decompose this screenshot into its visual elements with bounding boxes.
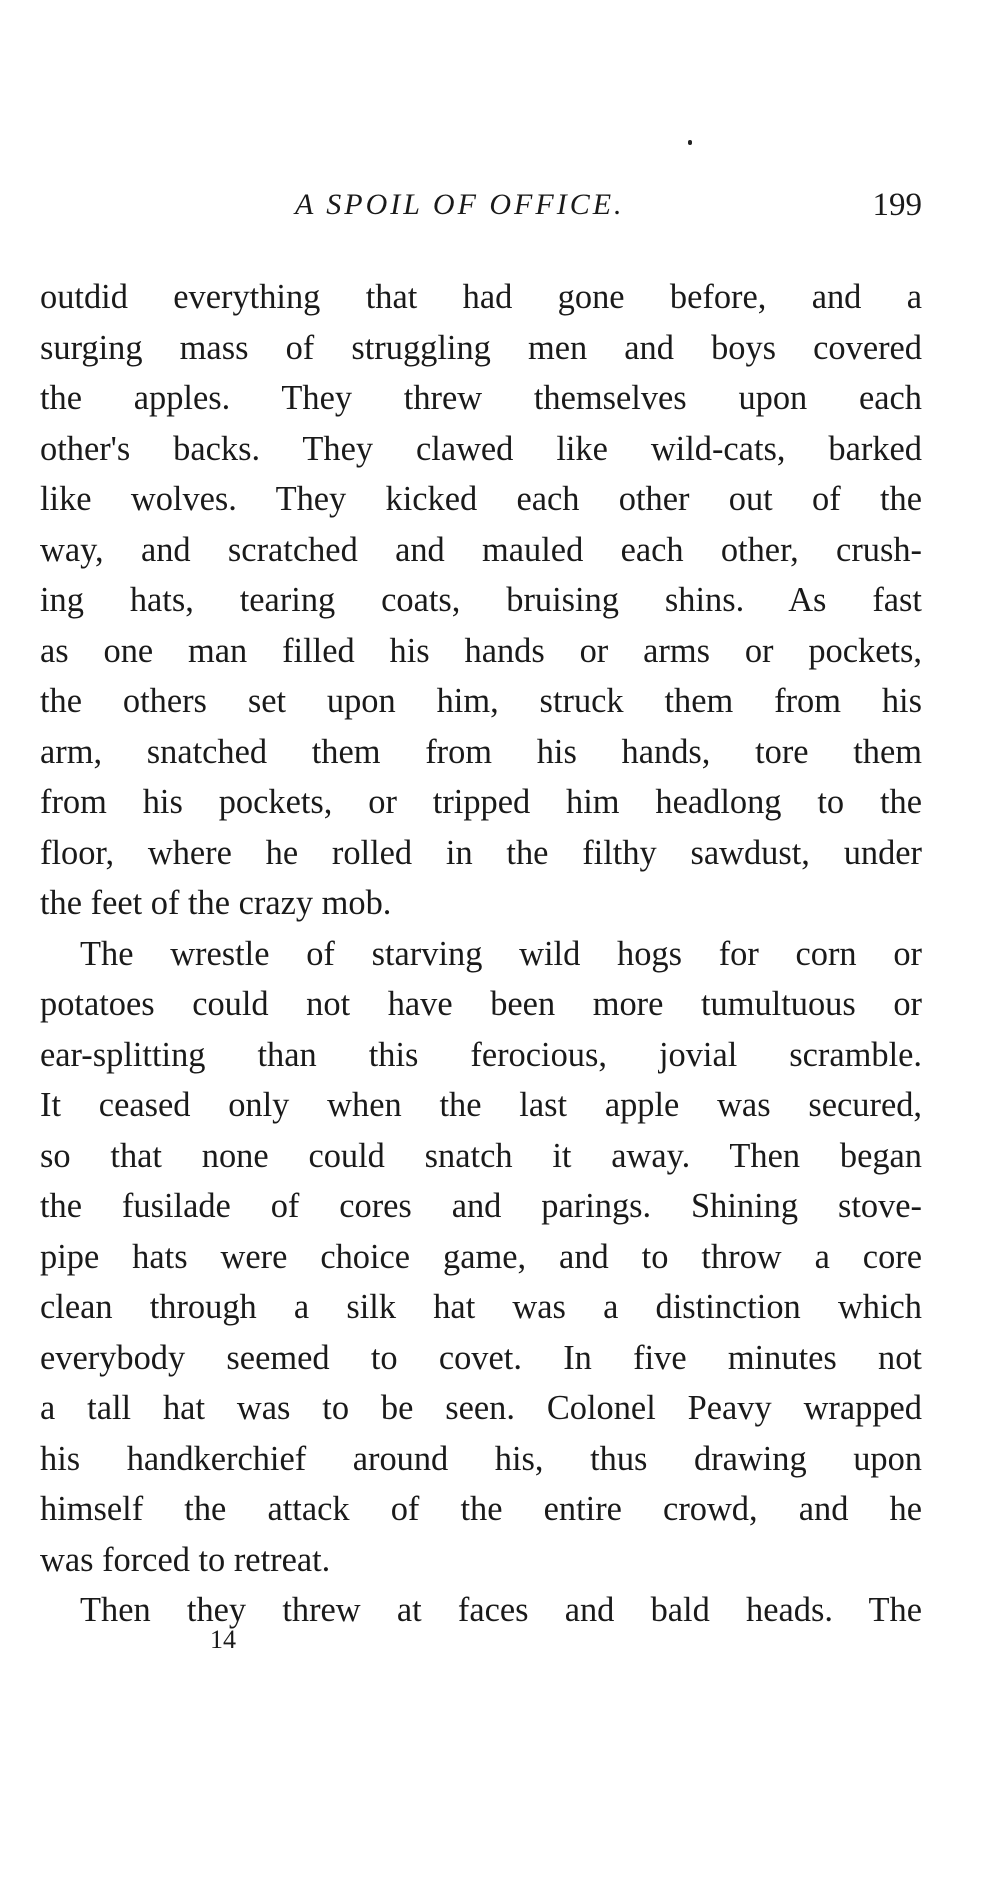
text-line: as one man filled his hands or arms or pockets,	[40, 631, 922, 670]
text-line: clean through a silk hat was a distinction which	[40, 1288, 922, 1326]
text-line: himself the attack of the entire crowd, and he	[40, 1490, 922, 1528]
text-line: way, and scratched and mauled each other, crush-	[40, 530, 922, 569]
text-line: the fusilade of cores and parings. Shining stove-	[40, 1187, 922, 1225]
text-line: ing hats, tearing coats, bruising shins. As fast	[40, 581, 922, 619]
running-header	[40, 181, 922, 229]
text-line: potatoes could not have been more tumultuous or	[40, 985, 922, 1023]
text-line: other's backs. They clawed like wild-cats, barked	[40, 429, 922, 468]
body-text	[40, 272, 922, 1636]
running-title: A SPOIL OF OFFICE.	[295, 188, 625, 221]
text-line: Then they threw at faces and bald heads. The	[80, 1591, 922, 1629]
text-line: everybody seemed to covet. In five minutes not	[40, 1338, 922, 1377]
text-line: so that none could snatch it away. Then began	[40, 1136, 922, 1175]
text-line: It ceased only when the last apple was secured,	[40, 1086, 922, 1124]
text-line: pipe hats were choice game, and to throw a core	[40, 1237, 922, 1276]
text-line: surging mass of struggling men and boys covered	[40, 328, 922, 367]
signature-mark: 14	[210, 1625, 236, 1654]
text-line: from his pockets, or tripped him headlong to the	[40, 783, 922, 821]
text-line: outdid everything that had gone before, and a	[40, 278, 922, 316]
text-line: floor, where he rolled in the filthy sawdust, under	[40, 833, 922, 872]
text-line: the others set upon him, struck them from his	[40, 682, 922, 720]
text-line: the feet of the crazy mob.	[40, 884, 392, 922]
text-line: The wrestle of starving wild hogs for corn or	[80, 934, 922, 973]
text-line: ear-splitting than this ferocious, jovial scramble.	[40, 1035, 922, 1074]
text-line: like wolves. They kicked each other out of the	[40, 480, 922, 518]
text-line: was forced to retreat.	[40, 1540, 331, 1579]
page-number: 199	[872, 187, 922, 223]
text-line: a tall hat was to be seen. Colonel Peavy wrapped	[40, 1389, 922, 1427]
text-line: the apples. They threw themselves upon each	[40, 379, 922, 417]
ink-speck	[688, 140, 692, 145]
text-line: arm, snatched them from his hands, tore them	[40, 732, 922, 771]
text-line: his handkerchief around his, thus drawing upon	[40, 1439, 922, 1478]
